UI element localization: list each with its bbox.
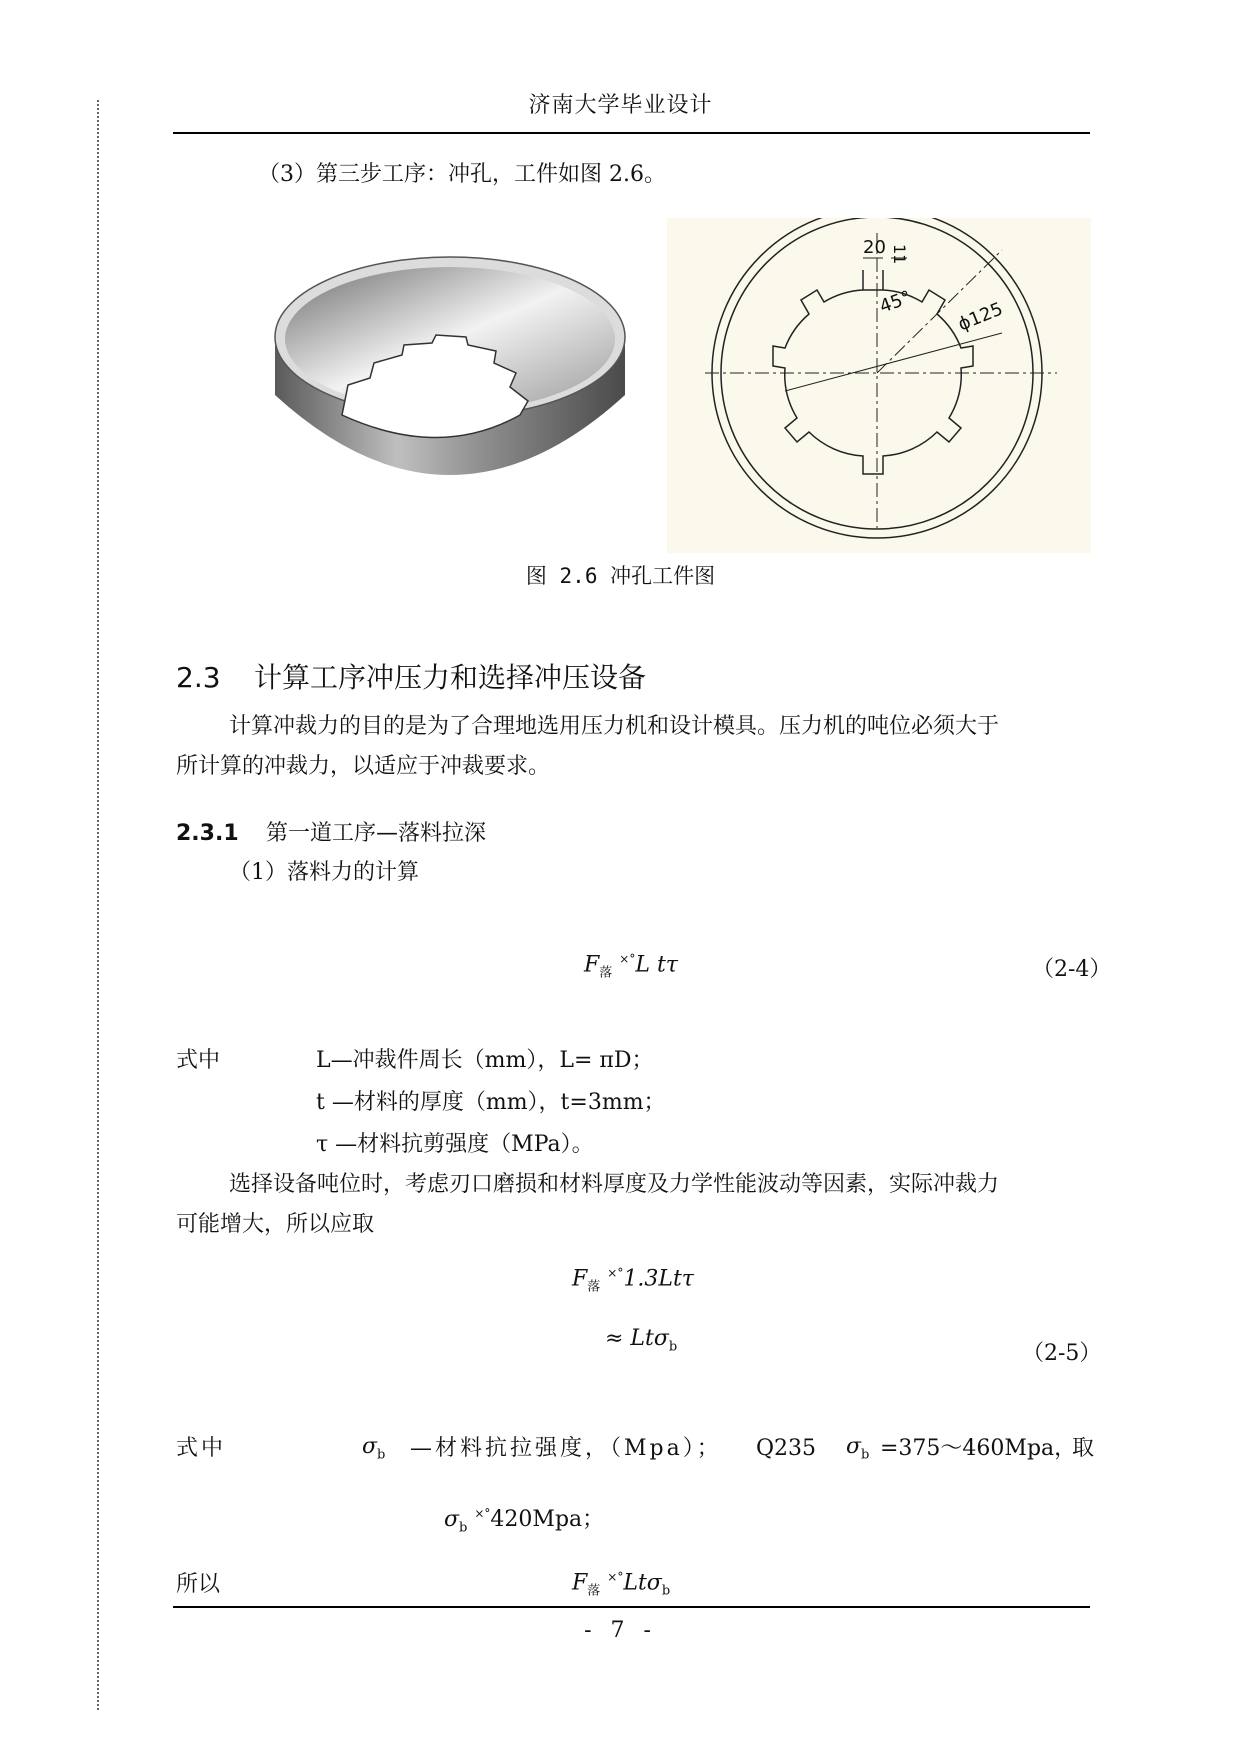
equation-number-2-4: （2-4） — [1032, 957, 1112, 982]
dim-diameter: ϕ125 — [955, 298, 1006, 336]
where2-sigma-range — [846, 1434, 869, 1462]
where2-range-sub: b — [861, 1447, 870, 1463]
therefore-lhs: F — [572, 1570, 588, 1596]
item-1: （1）落料力的计算 — [229, 860, 419, 885]
where2-value-glyph: ×° — [474, 1506, 491, 1521]
where2-material: Q235 — [756, 1436, 817, 1461]
equation-2-5-line1 — [572, 1266, 694, 1295]
page-number: - 7 - — [584, 1618, 657, 1643]
section-title: 计算工序冲压力和选择冲压设备 — [254, 661, 647, 694]
where2-sigma — [362, 1434, 385, 1462]
where1-line1: L—冲裁件周长（mm），L= πD； — [316, 1048, 654, 1073]
subsection-heading — [176, 816, 486, 847]
dim-depth: 11 — [890, 244, 909, 265]
dim-angle: 45° — [876, 286, 915, 318]
where1-label: 式中 — [176, 1048, 221, 1073]
eq1-lhs: F — [584, 952, 600, 978]
eq2-glyph: ×° — [607, 1266, 624, 1280]
header-title: 济南大学毕业设计 — [528, 93, 713, 118]
footer-rule — [173, 1606, 1090, 1608]
where2-text: —材料抗拉强度，（Mpa）； — [410, 1436, 722, 1461]
where1-line3: τ —材料抗剪强度（MPa）。 — [316, 1132, 594, 1157]
where2-label: 式中 — [176, 1436, 227, 1461]
eq2-line2: ≈ Ltσ — [605, 1326, 669, 1351]
header-rule — [173, 132, 1090, 134]
eq2-lhs: F — [572, 1266, 588, 1292]
where2-range-sigma: σ — [846, 1434, 862, 1459]
where2-value-sigma: σ — [444, 1507, 460, 1532]
subsection-title: 第一道工序—落料拉深 — [266, 821, 487, 846]
intro-step: （3）第三步工序：冲孔，工件如图 2.6。 — [258, 162, 666, 187]
where1-line2: t —材料的厚度（mm），t=3mm； — [316, 1090, 666, 1115]
section-number: 2.3 — [176, 661, 221, 694]
section-heading — [176, 656, 646, 696]
therefore-equation — [572, 1570, 670, 1599]
therefore-sub: 落 — [587, 1583, 601, 1599]
dim-width: 20 — [863, 237, 886, 258]
para2-line2: 可能增大，所以应取 — [176, 1212, 375, 1237]
eq1-sub: 落 — [599, 965, 613, 981]
where2-value-line — [444, 1502, 604, 1535]
eq1-glyph: ×° — [619, 952, 636, 966]
section-para-line1: 计算冲裁力的目的是为了合理地选用压力机和设计模具。压力机的吨位必须大于 — [229, 714, 1000, 739]
eq2-rhs: 1.3Ltτ — [623, 1266, 694, 1292]
therefore-label: 所以 — [176, 1572, 221, 1597]
where2-take: 取 — [1072, 1436, 1095, 1461]
where2-range: =375～460Mpa， — [880, 1436, 1077, 1461]
therefore-rhs: Ltσ — [623, 1570, 662, 1596]
binding-line — [97, 100, 99, 1710]
equation-2-5-line2 — [605, 1326, 677, 1354]
where2-sigma-sub: b — [377, 1447, 386, 1463]
para2-line1: 选择设备吨位时，考虑刃口磨损和材料厚度及力学性能波动等因素，实际冲裁力 — [229, 1172, 1000, 1197]
section-para-line2: 所计算的冲裁力，以适应于冲裁要求。 — [176, 754, 551, 779]
equation-2-4 — [584, 952, 678, 981]
where2-sigma-symbol: σ — [362, 1434, 378, 1459]
where2-value-sub: b — [459, 1520, 468, 1536]
subsection-number: 2.3.1 — [176, 821, 239, 846]
where2-value: 420Mpa； — [490, 1507, 605, 1532]
eq1-rhs: L tτ — [635, 952, 678, 978]
figure-3d-cup — [270, 245, 630, 520]
figure-caption: 图 2.6 冲孔工件图 — [525, 564, 716, 588]
therefore-glyph: ×° — [607, 1570, 624, 1584]
therefore-rhs-sub: b — [661, 1583, 671, 1599]
equation-number-2-5: （2-5） — [1022, 1341, 1102, 1366]
eq2-line2-sub: b — [668, 1339, 678, 1355]
figure-drawing — [667, 218, 1091, 553]
eq2-sub: 落 — [587, 1279, 601, 1295]
